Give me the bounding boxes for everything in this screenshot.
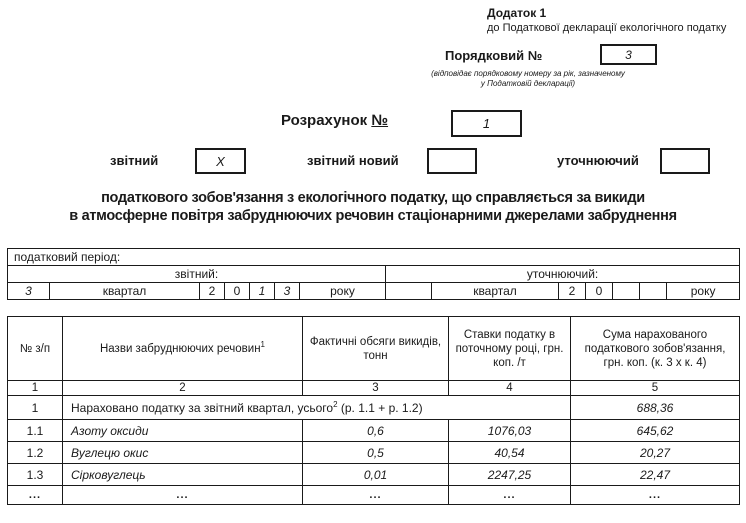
serial-number-value: 3 [625,47,632,62]
header-tax-rates: Ставки податку в поточному році, грн. коп. /т [449,317,571,381]
column-numbers-row [8,381,740,396]
clarifying-year-digit-2: 0 [586,283,613,300]
reporting-quarter-field[interactable]: 3 [8,283,50,300]
reporting-new-checkbox-label: звітний новий [307,153,399,168]
calc-title-no-sign: № [371,112,389,129]
clarifying-year-digit-4[interactable] [640,283,667,300]
clarifying-checkbox[interactable] [660,148,710,174]
rate-cell[interactable]: 1076,03 [449,420,571,442]
sum-cell[interactable]: 20,27 [571,442,740,464]
calc-number-field[interactable] [451,110,522,137]
serial-number-field[interactable] [600,44,657,65]
period-caption: податковий період: [8,249,740,266]
reporting-year-word: року [300,283,386,300]
table-header-row [8,317,740,381]
total-sum-cell[interactable]: 688,36 [571,396,740,420]
total-row [8,396,740,420]
clarifying-year-word: року [667,283,740,300]
serial-note-line2: у Податковій декларації) [480,78,576,88]
header-row-number: № з/п [8,317,63,381]
reporting-checkbox-mark: X [216,153,225,169]
header-substance-names: Назви забруднюючих речовин$^1$ [63,317,303,381]
sum-cell[interactable]: 645,62 [571,420,740,442]
reporting-year-digit-4[interactable]: 3 [275,283,300,300]
clarifying-year-digit-1: 2 [559,283,586,300]
ellipsis-cell: ... [303,486,449,505]
appendix-block [487,6,743,34]
substance-name-cell[interactable]: Вуглецю окис [63,442,303,464]
calc-title [281,112,388,129]
row-number-cell: 1.1 [8,420,63,442]
row-number-cell: 1.3 [8,464,63,486]
clarifying-year-digit-3[interactable] [613,283,640,300]
ellipsis-cell: ... [571,486,740,505]
clarifying-quarter-field[interactable] [386,283,432,300]
calculation-table [7,316,740,505]
ellipsis-cell: ... [63,486,303,505]
period-clarifying-label: уточнюючий: [386,266,740,283]
volume-cell[interactable]: 0,6 [303,420,449,442]
reporting-checkbox-label: звітний [110,153,159,168]
calc-title-text: Розрахунок [281,112,368,129]
substance-name-cell[interactable]: Азоту оксиди [63,420,303,442]
header-accrued-sum: Сума нарахованого податкового зобов'язання, грн. коп. (к. 3 х к. 4) [571,317,740,381]
period-table [7,248,740,300]
rate-cell[interactable]: 2247,25 [449,464,571,486]
appendix-title: Додаток 1 [487,6,547,20]
serial-number-label: Порядковий № [445,48,543,63]
col-number-3: 3 [303,381,449,396]
clarifying-checkbox-label: уточнюючий [557,153,639,168]
ellipsis-row [8,486,740,505]
reporting-year-digit-1: 2 [200,283,225,300]
period-reporting-label: звітний: [8,266,386,283]
reporting-checkbox[interactable] [195,148,246,174]
serial-note [398,69,658,88]
header-actual-volumes: Фактичні обсяги викидів, тонн [303,317,449,381]
table-row [8,442,740,464]
form-title-line1: податкового зобов'язання з екологічного податку, що справляється за викиди [101,190,645,206]
table-row [8,464,740,486]
row-number-cell: 1.2 [8,442,63,464]
total-row-number: 1 [8,396,63,420]
table-row [8,420,740,442]
reporting-quarter-word: квартал [50,283,200,300]
total-row-label: Нараховано податку за звітний квартал, усього$^2$ (р. 1.1 + р. 1.2) [63,396,571,420]
col-number-2: 2 [63,381,303,396]
serial-note-line1: (відповідає порядковому номеру за рік, зазначеному [431,69,625,78]
col-number-1: 1 [8,381,63,396]
clarifying-quarter-word: квартал [432,283,559,300]
col-number-5: 5 [571,381,740,396]
ellipsis-cell: ... [8,486,63,505]
form-title-line2: в атмосферне повітря забруднюючих речовин стаціонарними джерелами забруднення [69,208,677,224]
ellipsis-cell: ... [449,486,571,505]
sum-cell[interactable]: 22,47 [571,464,740,486]
reporting-year-digit-2: 0 [225,283,250,300]
volume-cell[interactable]: 0,01 [303,464,449,486]
substance-name-cell[interactable]: Сірковуглець [63,464,303,486]
appendix-subtitle: до Податкової декларації екологічного податку [487,22,727,34]
calc-number-value: 1 [482,116,491,131]
volume-cell[interactable]: 0,5 [303,442,449,464]
reporting-year-digit-3[interactable]: 1 [250,283,275,300]
col-number-4: 4 [449,381,571,396]
reporting-new-checkbox[interactable] [427,148,477,174]
rate-cell[interactable]: 40,54 [449,442,571,464]
